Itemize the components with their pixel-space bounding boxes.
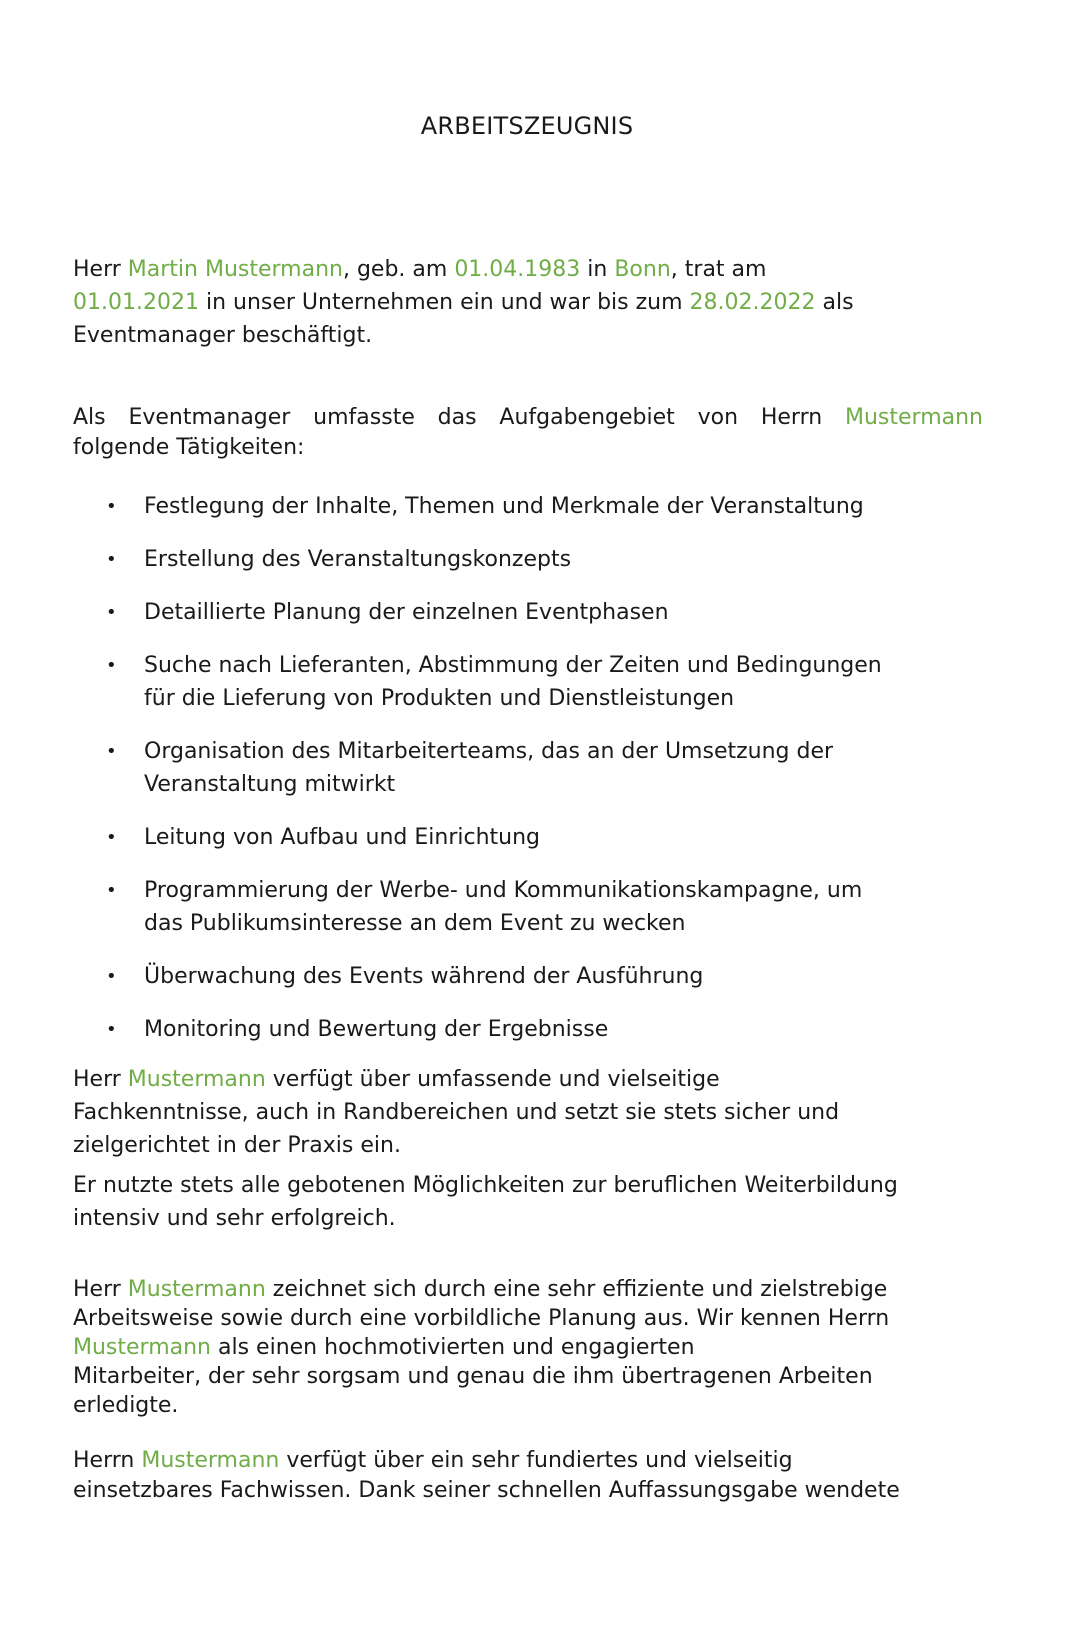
employee-name: Martin Mustermann (127, 257, 343, 282)
task-text: Leitung von Aufbau und Einrichtung (144, 825, 540, 850)
task-list-item (73, 649, 983, 715)
bullet-icon: • (106, 655, 117, 676)
work-style-paragraph: Herr Mustermann zeichnet sich durch eine sehr effiziente und zielstrebige Arbeitsweise sowie durch eine vorbildliche Planung aus. Wir kennen Herrn Mustermann als einen hochmotivierten und engagierten Mitarbeiter, der sehr sorgsam und genau die ihm übertragenen Arbeiten erledigte. (73, 1277, 890, 1418)
task-text: Festlegung der Inhalte, Themen und Merkmale der Veranstaltung (144, 494, 864, 519)
task-list-item (73, 596, 983, 629)
task-text-continued: das Publikumsinteresse an dem Event zu wecken (144, 911, 686, 936)
task-list-item (73, 543, 983, 576)
bullet-icon: • (106, 741, 117, 762)
knowledge-paragraph: Herr Mustermann verfügt über umfassende und vielseitige Fachkenntnisse, auch in Randbereichen und setzt sie stets sicher und zielgerichtet in der Praxis ein. (73, 1067, 840, 1158)
task-text: Suche nach Lieferanten, Abstimmung der Zeiten und Bedingungen (144, 653, 882, 678)
surname-highlight: Mustermann (73, 1335, 212, 1360)
task-text: Programmierung der Werbe- und Kommunikationskampagne, um (144, 878, 863, 903)
birth-date: 01.04.1983 (454, 257, 581, 282)
task-text: Überwachung des Events während der Ausführung (144, 964, 704, 989)
tasks-intro-paragraph: Als Eventmanager umfasste das Aufgabengebiet von Herrn Mustermann folgende Tätigkeiten: (73, 405, 983, 460)
task-list-item (73, 735, 983, 801)
bullet-icon: • (106, 602, 117, 623)
intro-paragraph: Herr Martin Mustermann, geb. am 01.04.1983 in Bonn, trat am 01.01.2021 in unser Unternehmen ein und war bis zum 28.02.2022 als Eventmanager beschäftigt. (73, 257, 854, 348)
bullet-icon: • (106, 827, 117, 848)
surname-highlight: Mustermann (127, 1067, 266, 1092)
training-paragraph: Er nutzte stets alle gebotenen Möglichkeiten zur beruflichen Weiterbildung intensiv und sehr erfolgreich. (73, 1173, 898, 1231)
task-text-continued: für die Lieferung von Produkten und Dienstleistungen (144, 686, 735, 711)
surname-highlight: Mustermann (141, 1448, 280, 1473)
expertise-paragraph: Herrn Mustermann verfügt über ein sehr fundiertes und vielseitig einsetzbares Fachwissen. Dank seiner schnellen Auffassungsgabe wendete (73, 1448, 900, 1503)
task-text: Organisation des Mitarbeiterteams, das an der Umsetzung der (144, 739, 834, 764)
end-date: 28.02.2022 (689, 290, 816, 315)
task-list-item (73, 960, 983, 993)
task-list (73, 490, 983, 1066)
surname-highlight: Mustermann (844, 405, 983, 430)
document-title: ARBEITSZEUGNIS (420, 112, 634, 140)
bullet-icon: • (106, 966, 117, 987)
birth-place: Bonn (614, 257, 671, 282)
task-text: Detaillierte Planung der einzelnen Eventphasen (144, 600, 669, 625)
task-list-item (73, 874, 983, 940)
start-date: 01.01.2021 (73, 290, 199, 315)
bullet-icon: • (106, 496, 117, 517)
surname-highlight: Mustermann (127, 1277, 266, 1302)
task-text-continued: Veranstaltung mitwirkt (144, 772, 396, 797)
task-text: Monitoring und Bewertung der Ergebnisse (144, 1017, 609, 1042)
task-text: Erstellung des Veranstaltungskonzepts (144, 547, 572, 572)
bullet-icon: • (106, 1019, 117, 1040)
bullet-icon: • (106, 880, 117, 901)
task-list-item (73, 490, 983, 523)
task-list-item (73, 821, 983, 854)
bullet-icon: • (106, 549, 117, 570)
task-list-item (73, 1013, 983, 1046)
